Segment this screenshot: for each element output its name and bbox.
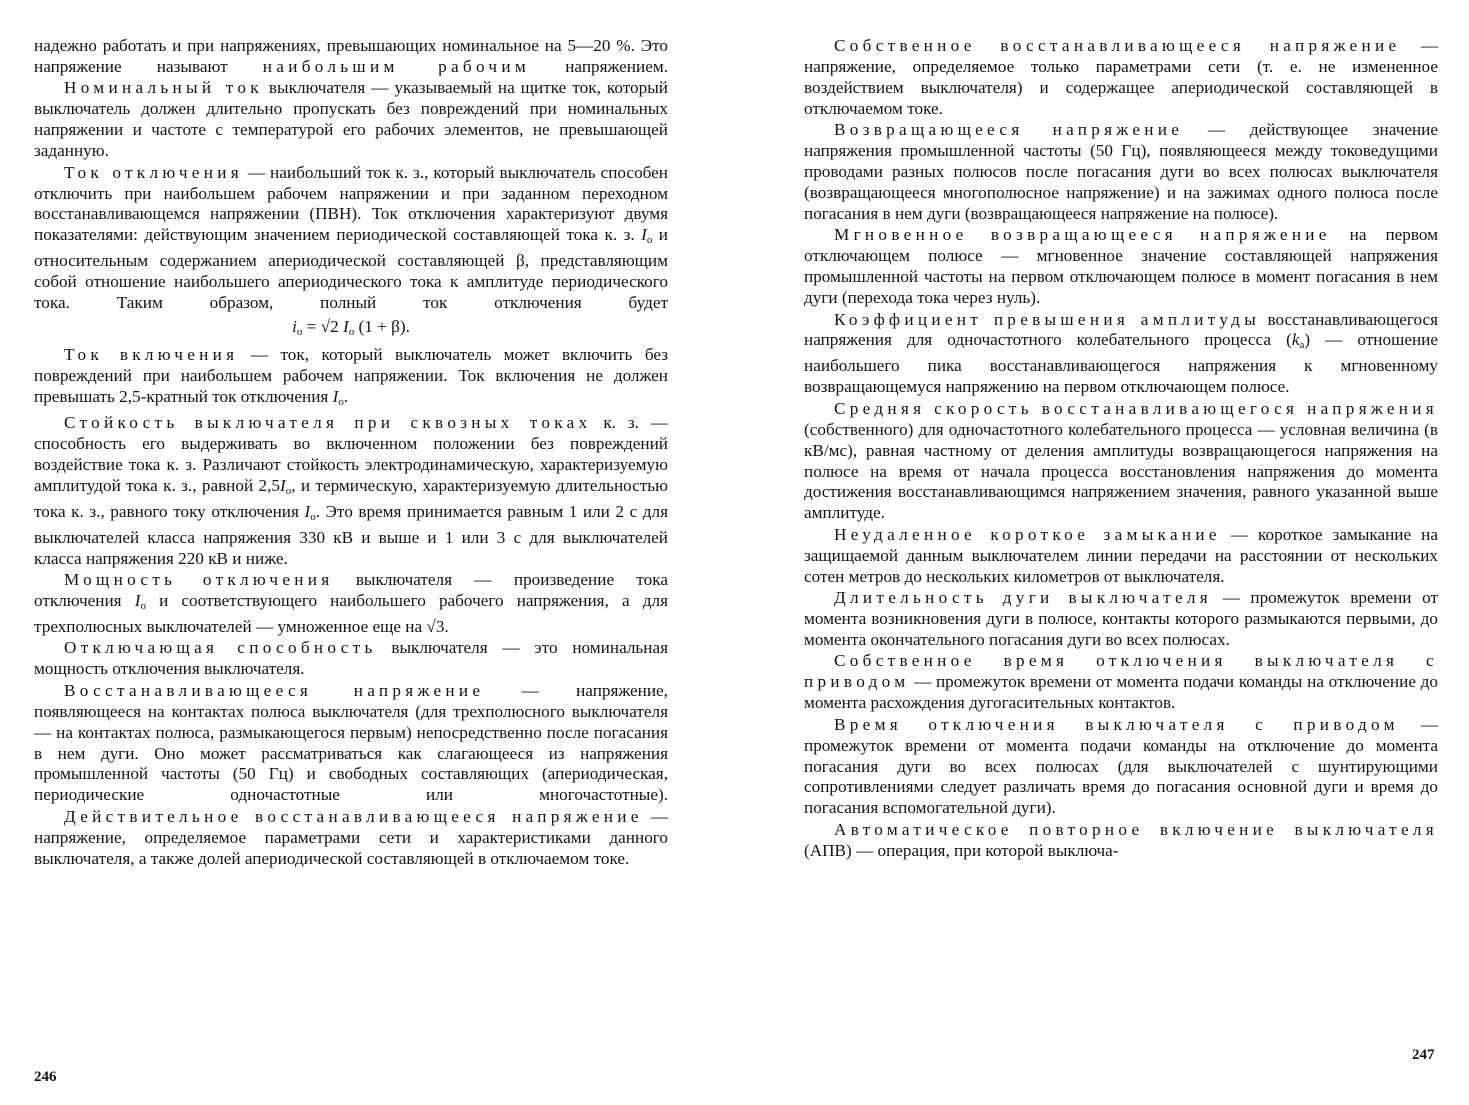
term-rated-current: Номинальный ток — [64, 78, 263, 98]
paragraph-making-current: Ток включения — ток, который выключатель может включить без повреждений при наибольшем рабочем напряжении. Ток включения не должен превышать 2,5-кратный ток отключения $I_о$. — [34, 344, 668, 408]
paragraph-short-line-fault: Неудаленное короткое замыкание — короткое замыкание на защищаемой данным выключателем линии передачи на расстоянии от нескольких сотен метров до нескольких километров от выключателя. — [804, 524, 1438, 586]
term-opening-time: Собственное время отключения выключателя с приводом — [804, 651, 1438, 692]
page-number-right: 247 — [1412, 1047, 1435, 1063]
term-auto-reclose: Автоматическое повторное включение выключателя — [834, 819, 1438, 839]
term-return-voltage: Возвращающееся напряжение — [834, 120, 1184, 140]
paragraph-opening-time: Собственное время отключения выключателя с приводом — промежуток времени от момента подачи команды на отключение до момента расхождения дугогасительных контактов. — [804, 651, 1438, 713]
right-page — [804, 36, 1438, 862]
paragraph-breaking-power: Мощность отключения выключателя — произведение тока отключения $I_о$ и соответствующего наибольшего рабочего напряжения, а для трехполюсных выключателей — умноженное еще на √3. — [34, 570, 668, 636]
term-arc-duration: Длительность дуги выключателя — [834, 588, 1212, 608]
term-breaking-capacity: Отключающая способность — [64, 638, 377, 658]
paragraph-through-current-withstand: Стойкость выключателя при сквозных токах к. з. — способность его выдерживать во включенном положении без повреждений воздействие тока к. з. Различают стойкость электродинамическую, характеризуемую амплитудой тока к. з., равной $2,5I_о$, и термическую, характеризуемую длительностью тока к. з., равного току отключения $I_о$. Это время принимается равным 1 или 2 с для выключателей класса напряжения 330 кВ и выше и 1 или 3 с для выключателей класса напряжения 220 кВ и ниже. — [34, 413, 669, 568]
term-withstand: Стойкость выключателя при сквозных токах — [64, 413, 592, 433]
term-breaking-power: Мощность отключения — [64, 570, 334, 590]
term-break-time: Время отключения выключателя с приводом — [834, 714, 1399, 734]
paragraph-auto-reclose: Автоматическое повторное включение выключателя (АПВ) — операция, при которой выключа- — [804, 819, 1438, 860]
paragraph-max-voltage: надежно работать и при напряжениях, превышающих номинальное на 5—20 %. Это напряжение называют наибольшим рабочим напряжением. — [34, 36, 668, 76]
paragraph-amplitude-factor: Коэффициент превышения амплитуды восстанавливающегося напряжения для одночастотного колебательного процесса $(k_а)$ — отношение наибольшего пика восстанавливающегося напряжения к мгновенному возвращающемуся напряжению на первом отключающем полюсе. — [804, 309, 1438, 397]
paragraph-actual-recovery-voltage: Действительное восстанавливающееся напряжение — напряжение, определяемое параметрами сети и характеристиками данного выключателя, а также долей апериодической составляющей в отключаемом токе. — [34, 806, 668, 868]
formula-full-breaking-current: $i_о = √2$ $I_о$ (1 + β). — [292, 316, 410, 338]
paragraph-arc-duration: Длительность дуги выключателя — промежуток времени от момента возникновения дуги в полюсе, контакты которого размыкаются первыми, до момента окончательного погасания дуги во всех полюсах. — [804, 588, 1438, 649]
term-amplitude-factor: Коэффициент превышения амплитуды — [834, 309, 1261, 329]
term-recovery-voltage: Восстанавливающееся напряжение — [64, 680, 485, 700]
paragraph-return-voltage: Возвращающееся напряжение — действующее значение напряжения промышленной частоты (50 Гц), появляющееся между токоведущими проводами разных полюсов после погасания дуги во всех полюсах выключателя (возвращающееся многополюсное напряжение) и на зажимах одного полюса после погасания в нем дуги (возвращающееся напряжение на полюсе). — [804, 120, 1438, 223]
term-breaking-current: Ток отключения — [64, 162, 243, 182]
term-actual-recovery-voltage: Действительное восстанавливающееся напряжение — [64, 806, 643, 826]
paragraph-rated-current: Номинальный ток выключателя — указываемый на щитке ток, который выключатель должен длительно пропускать без повреждений при номинальных напряжении и частоте с температурой его рабочих элементов, не превышающей заданную. — [34, 78, 668, 161]
term-short-line-fault: Неудаленное короткое замыкание — [834, 524, 1221, 544]
term-instant-return-voltage: Мгновенное возвращающееся напряжение — [834, 225, 1331, 245]
paragraph-instant-return-voltage: Мгновенное возвращающееся напряжение на первом отключающем полюсе — мгновенное значение составляющей напряжения промышленной частоты на первом отключающем полюсе в момент погасания в нем дуги (перехода тока через нуль). — [804, 225, 1439, 308]
paragraph-inherent-recovery-voltage: Собственное восстанавливающееся напряжение — напряжение, определяемое только параметрами сети (т. е. не измененное воздействием выключателя) и содержащее апериодической составляющей в отключаемом токе. — [804, 36, 1438, 118]
term-making-current: Ток включения — [64, 344, 239, 364]
page-number-left: 246 — [34, 1069, 57, 1085]
left-page — [34, 36, 668, 870]
term-average-rate: Средняя скорость восстанавливающегося напряжения — [834, 398, 1438, 418]
paragraph-recovery-voltage: Восстанавливающееся напряжение — напряжение, появляющееся на контактах полюса выключателя (для трехполюсного выключателя — на контактах полюса, размыкающегося первым) непосредственно после погасания в нем дуги. Оно может рассматриваться как слагающееся из напряжения промышленной частоты (50 Гц) и свободных составляющих (апериодическая, периодические одночастотные или многочастотные). — [34, 680, 668, 805]
term-max-working: наибольшим рабочим — [262, 56, 531, 76]
paragraph-breaking-capacity: Отключающая способность выключателя — это номинальная мощность отключения выключателя. — [34, 638, 668, 679]
paragraph-average-rate: Средняя скорость восстанавливающегося напряжения (собственного) для одночастотного колебательного процесса — условная величина (в кВ/мс), равная частному от деления амплитуды возвращающегося напряжения на полюсе на время от начала процесса восстановления напряжения до момента достижения восстанавливающимся напряжением значения, равного указанной выше амплитуде. — [804, 398, 1438, 523]
paragraph-breaking-current: Ток отключения — наибольший ток к. з., который выключатель способен отключить при наибольшем рабочем напряжении и при заданном переходном восстанавливающемся напряжении (ПВН). Ток отключения характеризуют двумя показателями: действующим значением периодической составляющей тока к. з. $I_о$ и относительным содержанием апериодической составляющей β, представляющим собой отношение наибольшего апериодического тока к амплитуде периодического тока. Таким образом, полный ток отключения будет — [34, 162, 669, 313]
term-inherent-recovery-voltage: Собственное восстанавливающееся напряжение — [834, 36, 1401, 55]
paragraph-break-time: Время отключения выключателя с приводом — промежуток времени от момента подачи команды на отключение до момента погасания дуги во всех полюсах (для выключателей с шунтирующими сопротивлениями следует различать время до погасания основной дуги и время до погасания вспомогательной дуги). — [804, 714, 1439, 818]
